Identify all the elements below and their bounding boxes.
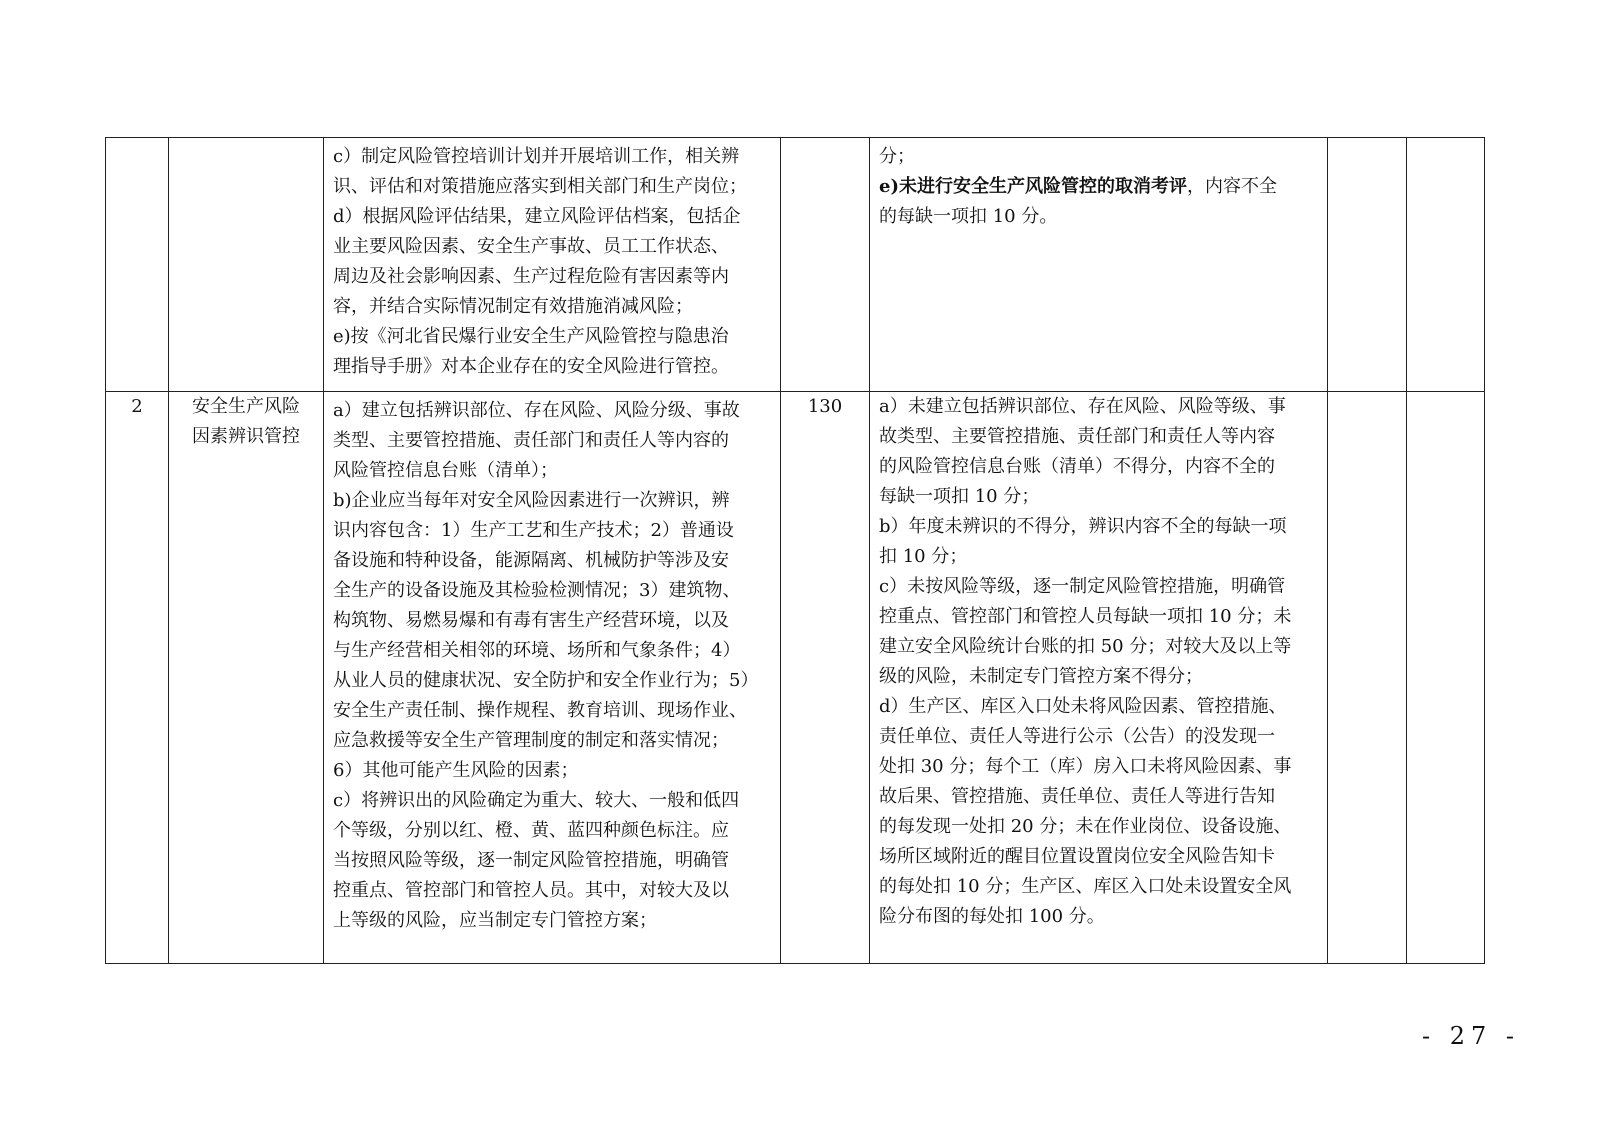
criteria-bold-text: e)未进行安全生产风险管控的取消考评: [879, 176, 1187, 197]
assessment-table: [105, 137, 1485, 964]
text-line: b)企业应当每年对安全风险因素进行一次辨识，辨: [333, 490, 730, 511]
text-line: c）制定风险管控培训计划并开展培训工作，相关辨: [333, 146, 740, 167]
text-line: e)按《河北省民爆行业安全生产风险管控与隐患治: [333, 326, 729, 347]
content-text: [324, 392, 780, 936]
text-line: 扣 10 分；: [879, 546, 968, 567]
text-line: 6）其他可能产生风险的因素；: [333, 760, 579, 781]
empty-cell: [1407, 392, 1485, 964]
text-line: a）未建立包括辨识部位、存在风险、风险等级、事: [879, 396, 1286, 417]
text-line: 控重点、管控部门和管控人员每缺一项扣 10 分；未: [879, 606, 1292, 627]
text-line: 当按照风险等级，逐一制定风险管控措施，明确管: [333, 850, 729, 871]
item-name-line: 因素辨识管控: [192, 426, 300, 447]
text-line: 风险管控信息台账（清单）；: [333, 460, 558, 481]
criteria-line: [879, 172, 1318, 202]
score-cell: [781, 138, 870, 392]
table-row: [106, 138, 1485, 392]
text-line: 上等级的风险，应当制定专门管控方案；: [333, 910, 657, 931]
text-line: b）年度未辨识的不得分，辨识内容不全的每缺一项: [879, 516, 1287, 537]
text-line: 构筑物、易燃易爆和有毒有害生产经营环境，以及: [333, 610, 729, 631]
text-line: d）生产区、库区入口处未将风险因素、管控措施、: [879, 696, 1287, 717]
text-line: 的风险管控信息台账（清单）不得分，内容不全的: [879, 456, 1275, 477]
empty-cell: [1328, 392, 1407, 964]
criteria-text: [870, 392, 1327, 932]
text-line: 识内容包含：1）生产工艺和生产技术；2）普通设: [333, 520, 734, 541]
criteria-line: 分；: [879, 146, 915, 167]
text-line: 的每发现一处扣 20 分；未在作业岗位、设备设施、: [879, 816, 1292, 837]
text-line: 业主要风险因素、安全生产事故、员工工作状态、: [333, 236, 729, 257]
page-number: - 27 -: [1422, 1022, 1521, 1050]
text-line: 故类型、主要管控措施、责任部门和责任人等内容: [879, 426, 1275, 447]
text-line: 安全生产责任制、操作规程、教育培训、现场作业、: [333, 700, 747, 721]
text-line: 与生产经营相关相邻的环境、场所和气象条件；4）: [333, 640, 741, 661]
text-line: 建立安全风险统计台账的扣 50 分；对较大及以上等: [879, 636, 1292, 657]
text-line: 应急救援等安全生产管理制度的制定和落实情况；: [333, 730, 729, 751]
criteria-text: [870, 138, 1327, 232]
text-line: c）将辨识出的风险确定为重大、较大、一般和低四: [333, 790, 740, 811]
criteria-text-tail: ，内容不全: [1186, 176, 1277, 197]
item-cell: [169, 138, 324, 392]
table-row: [106, 392, 1485, 964]
text-line: 容，并结合实际情况制定有效措施消减风险；: [333, 296, 693, 317]
text-line: 识、评估和对策措施应落实到相关部门和生产岗位；: [333, 176, 747, 197]
text-line: 类型、主要管控措施、责任部门和责任人等内容的: [333, 430, 729, 451]
text-line: 周边及社会影响因素、生产过程危险有害因素等内: [333, 266, 729, 287]
index-cell: [106, 138, 169, 392]
empty-cell: [1328, 138, 1407, 392]
text-line: 理指导手册》对本企业存在的安全风险进行管控。: [333, 356, 729, 377]
text-line: 处扣 30 分；每个工（库）房入口未将风险因素、事: [879, 756, 1292, 777]
text-line: 从业人员的健康状况、安全防护和安全作业行为；5）: [333, 670, 759, 691]
text-line: 全生产的设备设施及其检验检测情况；3）建筑物、: [333, 580, 741, 601]
text-line: 险分布图的每处扣 100 分。: [879, 906, 1105, 927]
criteria-cell: [870, 392, 1328, 964]
criteria-line: 的每缺一项扣 10 分。: [879, 206, 1058, 227]
index-cell: 2: [106, 392, 169, 964]
content-text: [324, 138, 780, 382]
text-line: d）根据风险评估结果，建立风险评估档案，包括企: [333, 206, 741, 227]
empty-cell: [1407, 138, 1485, 392]
content-cell: [324, 138, 781, 392]
item-name-line: 安全生产风险: [192, 396, 300, 417]
criteria-cell: [870, 138, 1328, 392]
text-line: 控重点、管控部门和管控人员。其中，对较大及以: [333, 880, 729, 901]
text-line: 个等级，分别以红、橙、黄、蓝四种颜色标注。应: [333, 820, 729, 841]
text-line: 场所区域附近的醒目位置设置岗位安全风险告知卡: [879, 846, 1275, 867]
text-line: 故后果、管控措施、责任单位、责任人等进行告知: [879, 786, 1275, 807]
item-cell: [169, 392, 324, 964]
text-line: 的每处扣 10 分；生产区、库区入口处未设置安全风: [879, 876, 1292, 897]
content-cell: [324, 392, 781, 964]
text-line: a）建立包括辨识部位、存在风险、风险分级、事故: [333, 400, 740, 421]
text-line: 备设施和特种设备，能源隔离、机械防护等涉及安: [333, 550, 729, 571]
score-cell: 130: [781, 392, 870, 964]
text-line: 每缺一项扣 10 分；: [879, 486, 1040, 507]
text-line: 责任单位、责任人等进行公示（公告）的没发现一: [879, 726, 1275, 747]
text-line: c）未按风险等级，逐一制定风险管控措施，明确管: [879, 576, 1286, 597]
text-line: 级的风险，未制定专门管控方案不得分；: [879, 666, 1203, 687]
